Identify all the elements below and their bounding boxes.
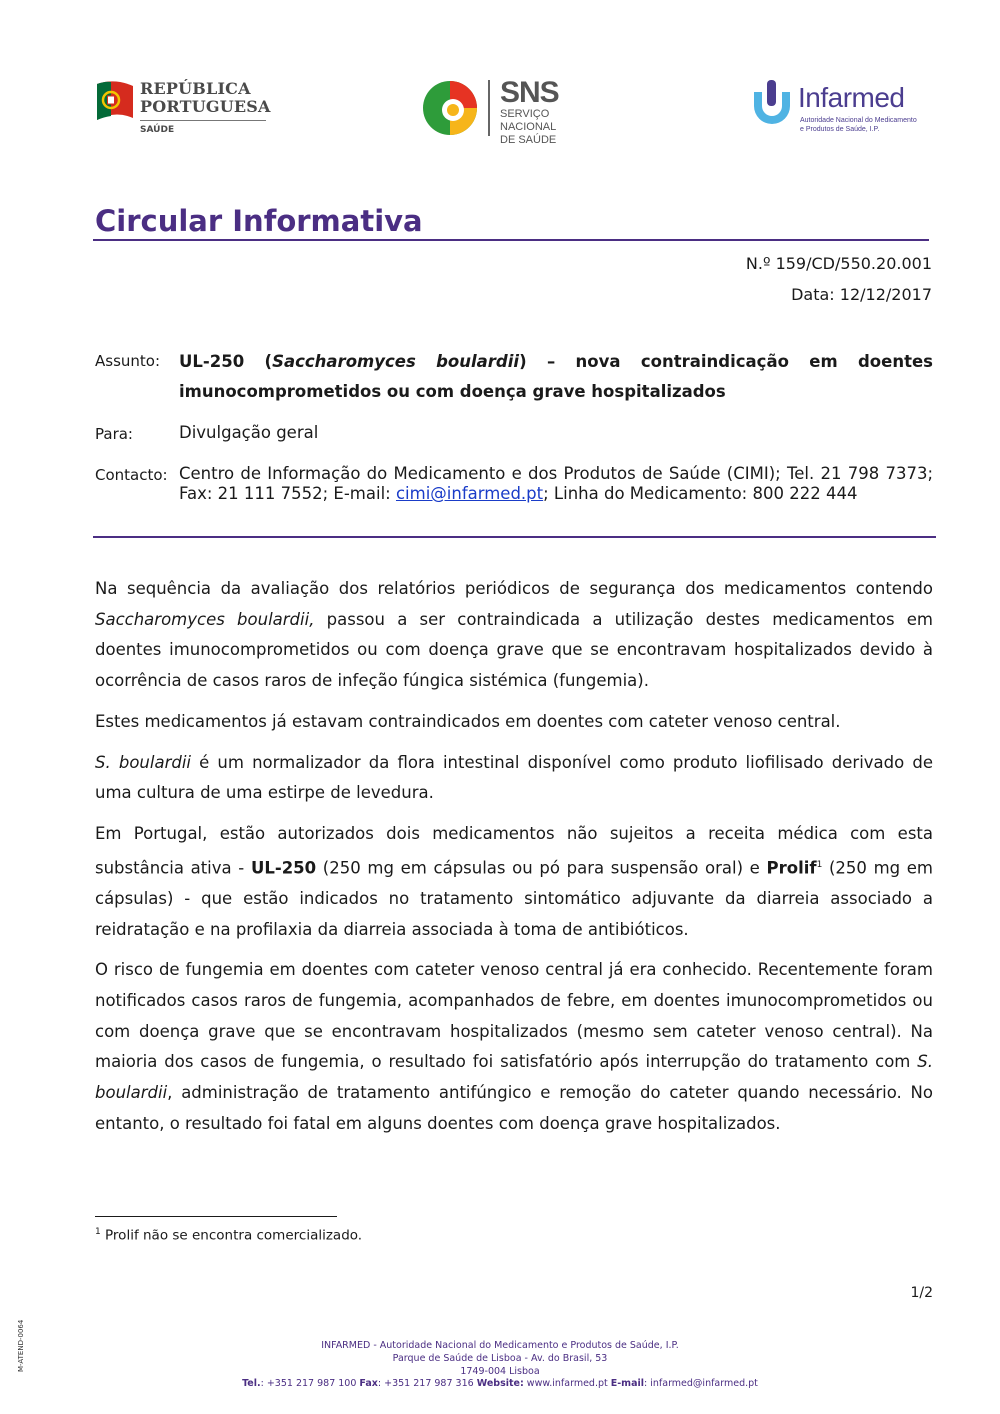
sns-subtitle	[500, 108, 600, 147]
footer-email-value: : infarmed@infarmed.pt	[644, 1378, 758, 1390]
footnote-number: 1	[95, 1227, 101, 1237]
republica-portuguesa-logo	[95, 80, 270, 138]
infarmed-subtitle-line1: Autoridade Nacional do Medicamento	[800, 117, 917, 124]
infarmed-subtitle	[800, 116, 917, 134]
footer-tel-label: Tel.	[242, 1378, 261, 1390]
sns-subtitle-line2: DE SAÚDE	[500, 134, 557, 146]
header-divider	[93, 536, 936, 538]
page-number: 1/2	[910, 1285, 933, 1301]
contacto-email-link[interactable]: cimi@infarmed.pt	[395, 484, 544, 503]
assunto-pre: UL-250 (	[179, 352, 273, 371]
p4-post: (250 mg em cápsulas) - que estão indicados no tratamento sintomático adjuvante da diarreia associado a reidratação e na profilaxia da diarreia associada à toma de antibióticos.	[95, 858, 934, 939]
p4-bold-prolif: Prolif	[766, 858, 817, 878]
sns-emblem-icon	[420, 78, 480, 138]
footnote-divider	[95, 1216, 337, 1217]
footer-tel-value: : +351 217 987 100	[260, 1378, 360, 1390]
infarmed-logo	[750, 78, 930, 138]
document-reference: N.º 159/CD/550.20.001	[745, 254, 932, 273]
contacto-label: Contacto:	[95, 466, 168, 484]
page-footer	[0, 1340, 1000, 1391]
sns-logo	[420, 76, 600, 146]
p3-italic: S. boulardii	[95, 752, 191, 772]
p4-pre: Em Portugal, estão autorizados dois medicamentos não sujeitos a receita médica com esta substância ativa -	[95, 823, 933, 878]
p1-pre: Na sequência da avaliação dos relatórios periódicos de segurança dos medicamentos contendo	[95, 579, 933, 598]
paragraph-3	[95, 748, 933, 809]
p1-italic: Saccharomyces boulardii,	[95, 609, 315, 629]
contacto-post: ; Linha do Medicamento: 800 222 444	[543, 484, 858, 503]
sns-title: SNS	[500, 76, 559, 109]
para-value: Divulgação geral	[179, 423, 319, 442]
assunto-italic: Saccharomyces boulardii	[272, 352, 520, 371]
contacto-pre: Centro de Informação do Medicamento e dos Produtos de Saúde (CIMI); Tel. 21 798 7373; Fax: 21 111 7552; E-mail:	[179, 464, 933, 503]
p3-post: é um normalizador da flora intestinal disponível como produto liofilisado derivado de uma cultura de uma estirpe de levedura.	[95, 752, 933, 803]
republica-saude: SAÚDE	[140, 125, 175, 135]
portugal-flag-icon	[95, 80, 137, 124]
footer-fax-label: Fax	[359, 1378, 378, 1390]
republica-divider	[140, 120, 266, 121]
paragraph-5	[95, 955, 933, 1139]
p5-post: , administração de tratamento antifúngico e remoção do cateter quando necessário. No entanto, o resultado foi fatal em alguns doentes com doença grave hospitalizados.	[95, 1083, 933, 1133]
footer-email-label: E-mail	[610, 1378, 645, 1390]
footer-web-label: Website:	[476, 1378, 524, 1390]
p1-post: passou a ser contraindicada a utilização destes medicamentos em doentes imunocomprometidos ou com doença grave que se encontravam hospitalizados devido à ocorrência de casos raros de infeção fúngica sistémica (fungemia).	[95, 609, 933, 691]
footnote-text: Prolif não se encontra comercializado.	[100, 1227, 363, 1244]
footer-web-value: www.infarmed.pt	[523, 1378, 611, 1390]
republica-line1: REPÚBLICA	[140, 79, 251, 98]
document-date: Data: 12/12/2017	[791, 285, 932, 304]
p4-mid: (250 mg em cápsulas ou pó para suspensão oral) e	[316, 858, 767, 878]
p5-pre: O risco de fungemia em doentes com cateter venoso central já era conhecido. Recentemente foram notificados casos raros de fungemia, acompanhados de febre, em doentes imunocomprometidos ou com doença grave que se encontravam hospitalizados (mesmo sem cateter venoso central). Na maioria dos casos de fungemia, o resultado foi satisfatório após interrupção do tratamento com	[95, 960, 933, 1072]
document-body	[95, 574, 933, 1149]
paragraph-1	[95, 574, 933, 697]
contacto-value	[179, 464, 933, 504]
footer-contacts	[0, 1378, 1000, 1391]
footer-line1: INFARMED - Autoridade Nacional do Medicamento e Produtos de Saúde, I.P.	[321, 1340, 679, 1351]
para-label: Para:	[95, 425, 133, 443]
p5-italic: S. boulardii	[95, 1052, 933, 1103]
sns-subtitle-line1: SERVIÇO NACIONAL	[500, 108, 557, 133]
side-code: M-ATEND-0064	[17, 1319, 25, 1372]
footer-line3: 1749-004 Lisboa	[460, 1365, 540, 1377]
infarmed-subtitle-line2: e Produtos de Saúde, I.P.	[800, 126, 880, 133]
document-title: Circular Informativa	[95, 204, 423, 238]
assunto-label: Assunto:	[95, 352, 161, 370]
footer-fax-value: : +351 217 987 316	[377, 1378, 477, 1390]
paragraph-2: Estes medicamentos já estavam contraindicados em doentes com cateter venoso central.	[95, 711, 841, 731]
republica-line2: PORTUGUESA	[140, 97, 271, 116]
assunto-value	[179, 347, 933, 407]
footnote	[95, 1227, 362, 1244]
footer-line2: Parque de Saúde de Lisboa - Av. do Brasil, 53	[392, 1352, 608, 1364]
title-divider	[93, 239, 929, 241]
assunto-post: ) – nova contraindicação em doentes imunocomprometidos ou com doença grave hospitalizados	[179, 352, 933, 401]
paragraph-4	[95, 819, 933, 945]
footnote-ref: 1	[816, 859, 823, 870]
infarmed-emblem-icon	[750, 78, 794, 124]
p4-bold-ul250: UL-250	[250, 858, 317, 878]
sns-divider	[488, 80, 490, 136]
infarmed-name: Infarmed	[798, 82, 905, 113]
